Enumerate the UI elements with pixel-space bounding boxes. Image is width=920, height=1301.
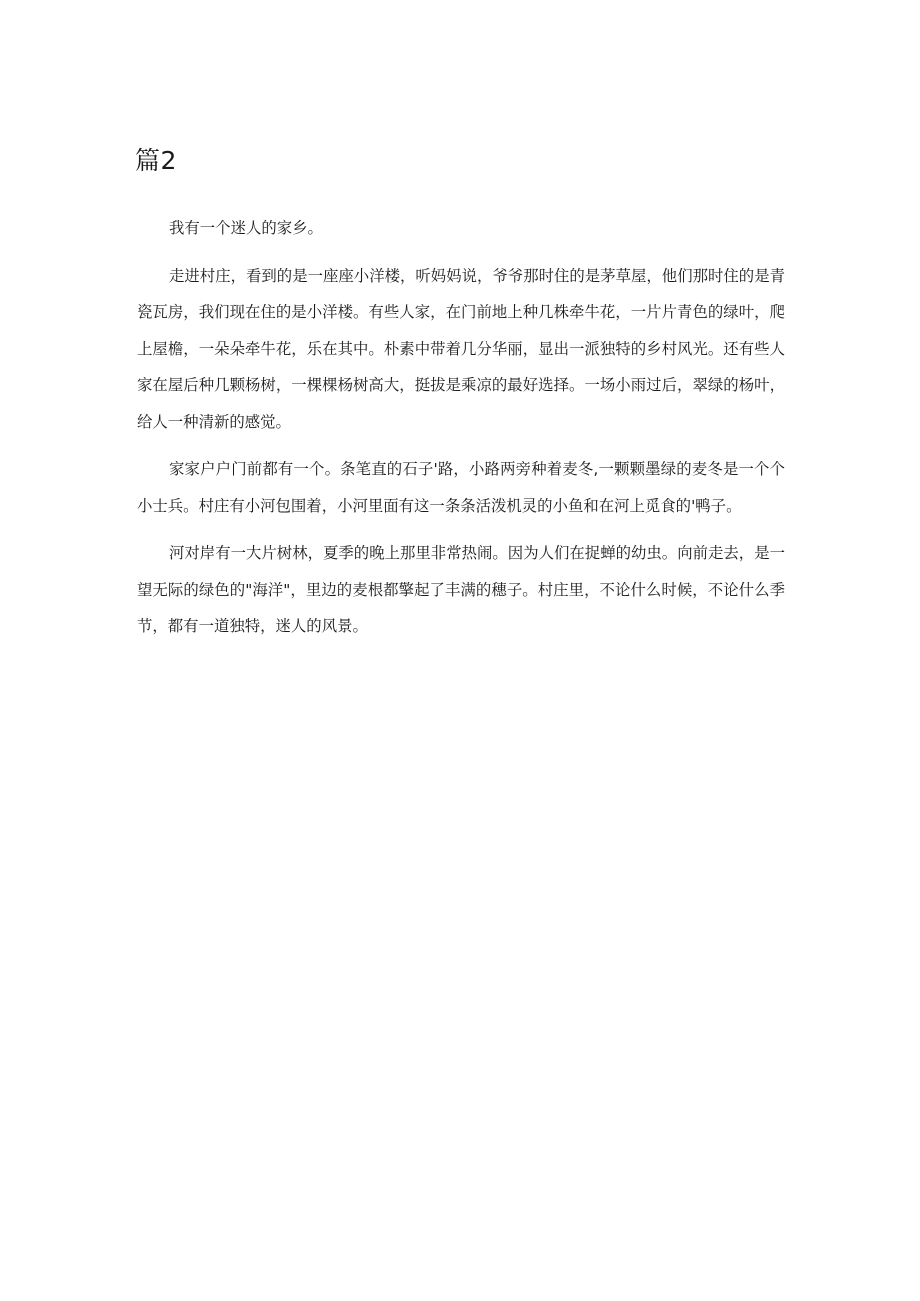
section-heading: 篇2 [135,146,177,175]
paragraph-woods-fields: 河对岸有一大片树林，夏季的晚上那里非常热闹。因为人们在捉蝉的幼虫。向前走去，是一望无际的绿色的"海洋"，里边的麦根都擎起了丰满的穗子。村庄里，不论什么时候，不论什么季节，都有一道独特，迷人的风景。 [137,544,785,635]
paragraph-road-river: 家家户户门前都有一个。条笔直的石子'路，小路两旁种着麦冬,一颗颗墨绿的麦冬是一个个小士兵。村庄有小河包围着，小河里面有这一条条活泼机灵的小鱼和在河上觅食的'鸭子。 [137,460,785,515]
essay-body [137,210,785,645]
paragraph-intro: 我有一个迷人的家乡。 [169,219,323,237]
paragraph-village-houses: 走进村庄，看到的是一座座小洋楼，听妈妈说，爷爷那时住的是茅草屋，他们那时住的是青瓷瓦房，我们现在住的是小洋楼。有些人家，在门前地上种几株牵牛花，一片片青色的绿叶，爬上屋檐，一朵朵牵牛花，乐在其中。朴素中带着几分华丽，显出一派独特的乡村风光。还有些人家在屋后种几颗杨树，一棵棵杨树高大，挺拔是乘凉的最好选择。一场小雨过后，翠绿的杨叶，给人一种清新的感觉。 [137,266,785,431]
